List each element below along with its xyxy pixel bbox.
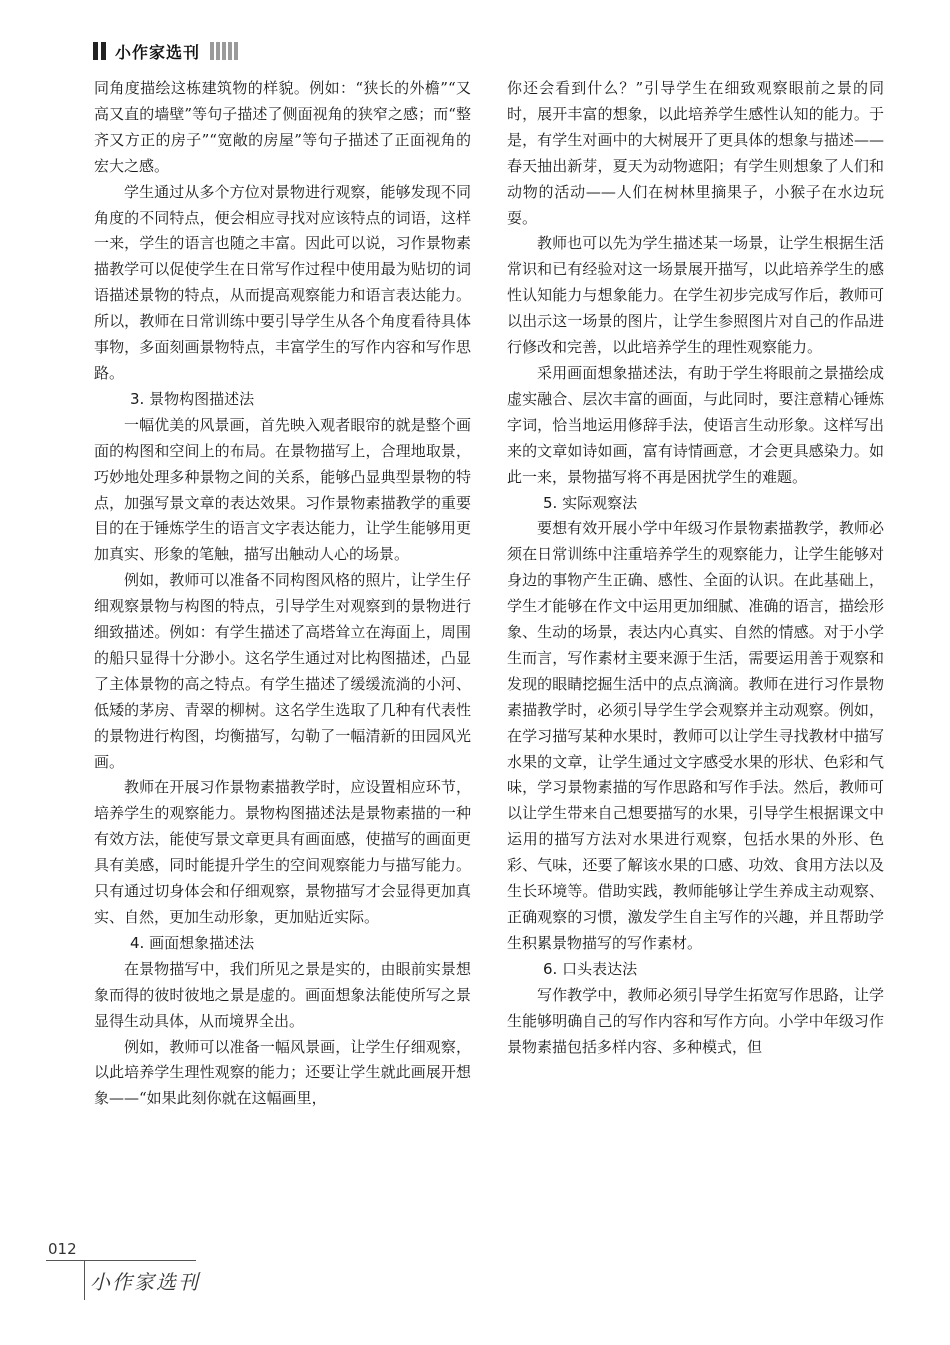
footer-divider	[46, 1260, 196, 1261]
running-header	[93, 40, 240, 62]
paragraph: 你还会看到什么？”引导学生在细致观察眼前之景的同时，展开丰富的想象，以此培养学生感性认知的能力。于是，有学生对画中的大树展开了更具体的想象与描述——春天抽出新芽，夏天为动物遮阳；有学生则想象了人们和动物的活动——人们在树林里摘果子，小猴子在水边玩耍。	[507, 79, 884, 227]
header-stripe-icon	[228, 42, 232, 60]
paragraph: 教师在开展习作景物素描教学时，应设置相应环节，培养学生的观察能力。景物构图描述法是景物素描的一种有效方法，能使写景文章更具有画面感，使描写的画面更具有美感，同时能提升学生的空间观察能力与描写能力。只有通过切身体会和仔细观察，景物描写才会显得更加真实、自然，更加生动形象，更加贴近实际。	[94, 778, 471, 926]
header-stripe-icon	[234, 42, 238, 60]
header-bar-icon	[93, 42, 98, 60]
right-column	[507, 76, 884, 1060]
section-heading: 3. 景物构图描述法	[130, 389, 255, 408]
header-stripe-icon	[210, 42, 214, 60]
page-number: 012	[48, 1240, 77, 1258]
header-stripe-icon	[222, 42, 226, 60]
paragraph: 在景物描写中，我们所见之景是实的，由眼前实景想象而得的彼时彼地之景是虚的。画面想象法能使所写之景显得生动具体，从而境界全出。	[94, 959, 471, 1030]
section-heading: 4. 画面想象描述法	[130, 933, 255, 952]
paragraph: 学生通过从多个方位对景物进行观察，能够发现不同角度的不同特点，便会相应寻找对应该特点的词语，这样一来，学生的语言也随之丰富。因此可以说，习作景物素描教学可以促使学生在日常写作过程中使用最为贴切的词语描述景物的特点，从而提高观察能力和语言表达能力。所以，教师在日常训练中要引导学生从各个角度看待具体事物，多面刻画景物特点，丰富学生的写作内容和写作思路。	[94, 182, 471, 382]
paragraph: 写作教学中，教师必须引导学生拓宽写作思路，让学生能够明确自己的写作内容和写作方向。小学中年级习作景物素描包括多样内容、多种模式，但	[507, 985, 884, 1056]
header-bar-icon	[101, 42, 106, 60]
paragraph: 同角度描绘这栋建筑物的样貌。例如：“狭长的外檐”“又高又直的墙壁”等句子描述了侧面视角的狭窄之感；而“整齐又方正的房子”“宽敞的房屋”等句子描述了正面视角的宏大之感。	[94, 79, 471, 175]
section-heading: 5. 实际观察法	[543, 493, 638, 512]
section-heading: 6. 口头表达法	[543, 959, 638, 978]
paragraph: 一幅优美的风景画，首先映入观者眼帘的就是整个画面的构图和空间上的布局。在景物描写上，合理地取景，巧妙地处理多种景物之间的关系，能够凸显典型景物的特点，加强写景文章的表达效果。习作景物素描教学的重要目的在于锤炼学生的语言文字表达能力，让学生能够用更加真实、形象的笔触，描写出触动人心的场景。	[94, 415, 471, 564]
footer-logo: 小作家选刊	[90, 1270, 200, 1294]
paragraph: 例如，教师可以准备不同构图风格的照片，让学生仔细观察景物与构图的特点，引导学生对观察到的景物进行细致描述。例如：有学生描述了高塔耸立在海面上，周围的船只显得十分渺小。这名学生通过对比构图描述，凸显了主体景物的高之特点。有学生描述了缓缓流淌的小河、低矮的茅房、青翠的柳树。这名学生选取了几种有代表性的景物进行构图，均衡描写，勾勒了一幅清新的田园风光画。	[94, 571, 471, 771]
paragraph: 教师也可以先为学生描述某一场景，让学生根据生活常识和已有经验对这一场景展开描写，以此培养学生的感性认知能力与想象能力。在学生初步完成写作后，教师可以出示这一场景的图片，让学生参照图片对自己的作品进行修改和完善，以此培养学生的理性观察能力。	[507, 234, 884, 357]
left-column	[94, 76, 471, 1112]
journal-title: 小作家选刊	[115, 42, 201, 62]
paragraph: 例如，教师可以准备一幅风景画，让学生仔细观察，以此培养学生理性观察的能力；还要让学生就此画展开想象——“如果此刻你就在这幅画里，	[94, 1037, 471, 1108]
paragraph: 要想有效开展小学中年级习作景物素描教学，教师必须在日常训练中注重培养学生的观察能力，让学生能够对身边的事物产生正确、感性、全面的认识。在此基础上，学生才能够在作文中运用更加细腻、准确的语言，描绘形象、生动的场景，表达内心真实、自然的情感。对于小学生而言，写作素材主要来源于生活，需要运用善于观察和发现的眼睛挖掘生活中的点点滴滴。教师在进行习作景物素描教学时，必须引导学生学会观察并主动观察。例如，在学习描写某种水果时，教师可以让学生寻找教材中描写水果的文章，让学生通过文字感受水果的形状、色彩和气味，学习景物素描的写作思路和写作手法。然后，教师可以让学生带来自己想要描写的水果，引导学生根据课文中运用的描写方法对水果进行观察，包括水果的外形、色彩、气味，还要了解该水果的口感、功效、食用方法以及生长环境等。借助实践，教师能够让学生养成主动观察、正确观察的习惯，激发学生自主写作的兴趣，并且帮助学生积累景物描写的写作素材。	[507, 519, 884, 952]
footer-divider-vertical	[84, 1260, 85, 1300]
header-stripe-icon	[216, 42, 220, 60]
paragraph: 采用画面想象描述法，有助于学生将眼前之景描绘成虚实融合、层次丰富的画面，与此同时，要注意精心锤炼字词，恰当地运用修辞手法，使语言生动形象。这样写出来的文章如诗如画，富有诗情画意，才会更具感染力。如此一来，景物描写将不再是困扰学生的难题。	[507, 363, 884, 486]
